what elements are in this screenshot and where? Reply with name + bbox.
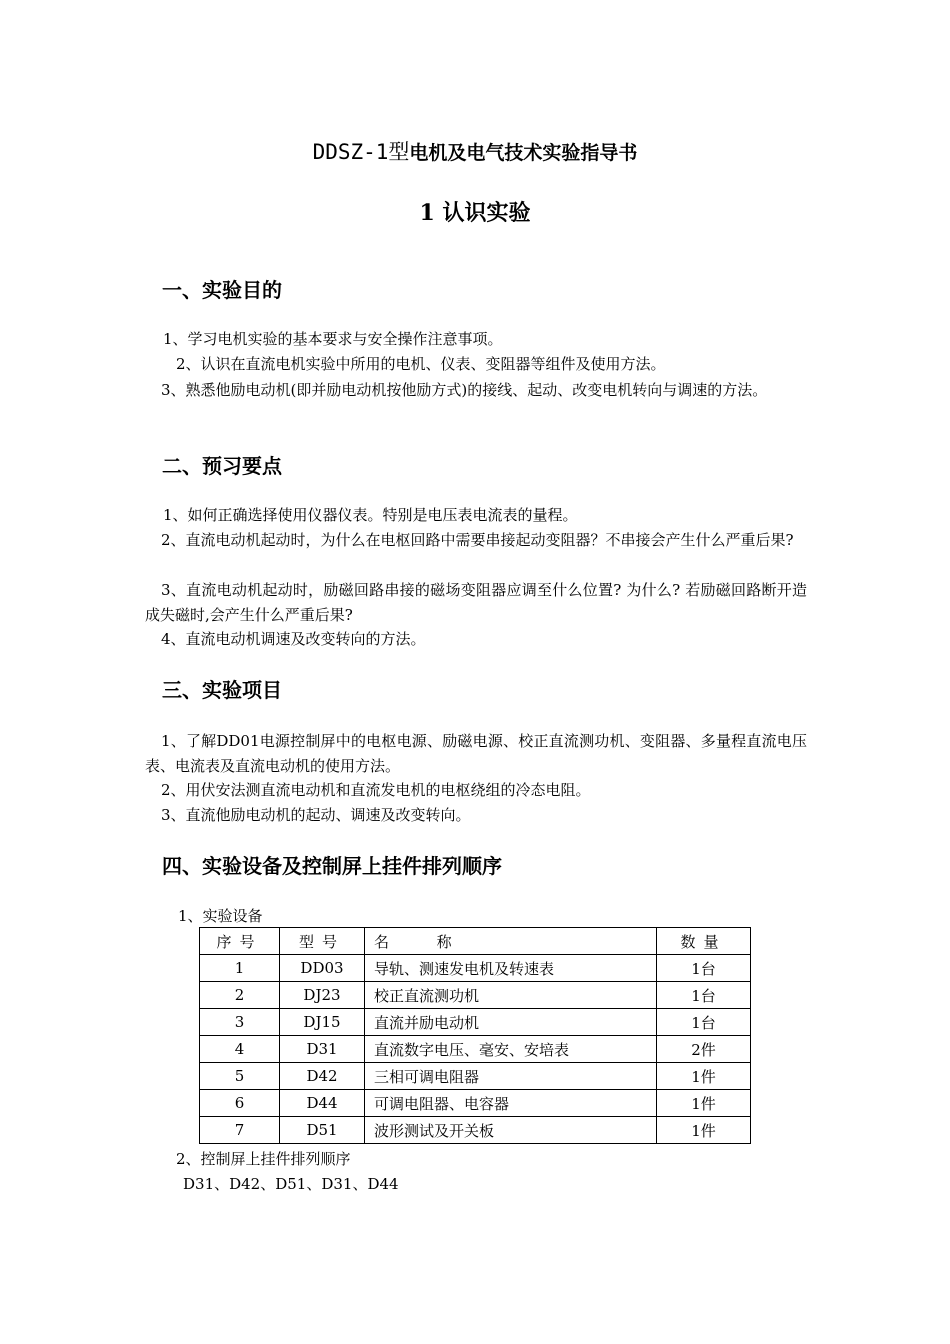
- project-item-3: 3、直流他励电动机的起动、调速及改变转向。: [161, 806, 471, 824]
- equipment-table: [199, 927, 751, 1144]
- preview-item-2: 2、直流电动机起动时，为什么在电枢回路中需要串接起动变阻器？不串接会产生什么严重后果?: [161, 531, 794, 549]
- cell-name: 三相可调电阻器: [365, 1063, 657, 1090]
- cell-name: 可调电阻器、电容器: [365, 1090, 657, 1117]
- cell-qty: 1件: [657, 1090, 751, 1117]
- section-heading-items: 三、实验项目: [162, 678, 282, 702]
- cell-qty: 1台: [657, 982, 751, 1009]
- cell-model: D44: [280, 1090, 365, 1117]
- cell-name: 波形测试及开关板: [365, 1117, 657, 1144]
- cell-qty: 1件: [657, 1063, 751, 1090]
- table-row: [200, 1036, 751, 1063]
- table-header-row: [200, 928, 751, 955]
- project-item-1: 1、了解DD01电源控制屏中的电枢电源、励磁电源、校正直流测功机、变阻器、多量程直流电压表、电流表及直流电动机的使用方法。: [145, 732, 807, 775]
- cell-index: 1: [200, 955, 280, 982]
- cell-qty: 1台: [657, 1009, 751, 1036]
- cell-index: 3: [200, 1009, 280, 1036]
- project-item-2: 2、用伏安法测直流电动机和直流发电机的电枢绕组的冷态电阻。: [161, 781, 591, 799]
- title-main: 电机及电气技术实验指导书: [409, 142, 638, 164]
- title-prefix: DDSZ-1型: [312, 140, 410, 164]
- preview-item-3: 3、直流电动机起动时，励磁回路串接的磁场变阻器应调至什么位置? 为什么? 若励磁回路断开造成失磁时,会产生什么严重后果?: [145, 581, 807, 624]
- col-header-index: 序号: [200, 928, 280, 955]
- cell-index: 7: [200, 1117, 280, 1144]
- preview-item-1: 1、如何正确选择使用仪器仪表。特别是电压表电流表的量程。: [163, 506, 578, 524]
- document-title: [0, 138, 950, 167]
- experiment-title: 1 认识实验: [419, 200, 531, 226]
- table-row: [200, 1117, 751, 1144]
- cell-qty: 1件: [657, 1117, 751, 1144]
- section-heading-preview: 二、预习要点: [162, 454, 282, 478]
- table-row: [200, 982, 751, 1009]
- objective-item-2: 2、认识在直流电机实验中所用的电机、仪表、变阻器等组件及使用方法。: [176, 355, 666, 373]
- section-heading-objectives: 一、实验目的: [162, 278, 282, 302]
- cell-index: 4: [200, 1036, 280, 1063]
- table-row: [200, 1009, 751, 1036]
- preview-item-4: 4、直流电动机调速及改变转向的方法。: [161, 630, 426, 648]
- cell-model: D31: [280, 1036, 365, 1063]
- cell-name: 导轨、测速发电机及转速表: [365, 955, 657, 982]
- col-header-qty: 数量: [657, 928, 751, 955]
- cell-qty: 2件: [657, 1036, 751, 1063]
- panel-order-list: D31、D42、D51、D31、D44: [183, 1175, 399, 1193]
- cell-name: 直流并励电动机: [365, 1009, 657, 1036]
- objective-item-3: 3、熟悉他励电动机(即并励电动机按他励方式)的接线、起动、改变电机转向与调速的方法。: [161, 381, 768, 399]
- equipment-subheading: 1、实验设备: [178, 907, 263, 925]
- cell-qty: 1台: [657, 955, 751, 982]
- objective-item-1: 1、学习电机实验的基本要求与安全操作注意事项。: [163, 330, 503, 348]
- col-header-model: 型号: [280, 928, 365, 955]
- cell-name: 校正直流测功机: [365, 982, 657, 1009]
- col-header-name: 名 称: [365, 928, 657, 955]
- cell-model: DJ15: [280, 1009, 365, 1036]
- table-row: [200, 1063, 751, 1090]
- section-heading-equipment: 四、实验设备及控制屏上挂件排列顺序: [162, 854, 502, 878]
- cell-name: 直流数字电压、毫安、安培表: [365, 1036, 657, 1063]
- cell-model: DJ23: [280, 982, 365, 1009]
- cell-model: D42: [280, 1063, 365, 1090]
- cell-model: D51: [280, 1117, 365, 1144]
- cell-index: 6: [200, 1090, 280, 1117]
- cell-index: 5: [200, 1063, 280, 1090]
- table-row: [200, 1090, 751, 1117]
- cell-index: 2: [200, 982, 280, 1009]
- panel-order-subheading: 2、控制屏上挂件排列顺序: [176, 1150, 351, 1168]
- table-row: [200, 955, 751, 982]
- cell-model: DD03: [280, 955, 365, 982]
